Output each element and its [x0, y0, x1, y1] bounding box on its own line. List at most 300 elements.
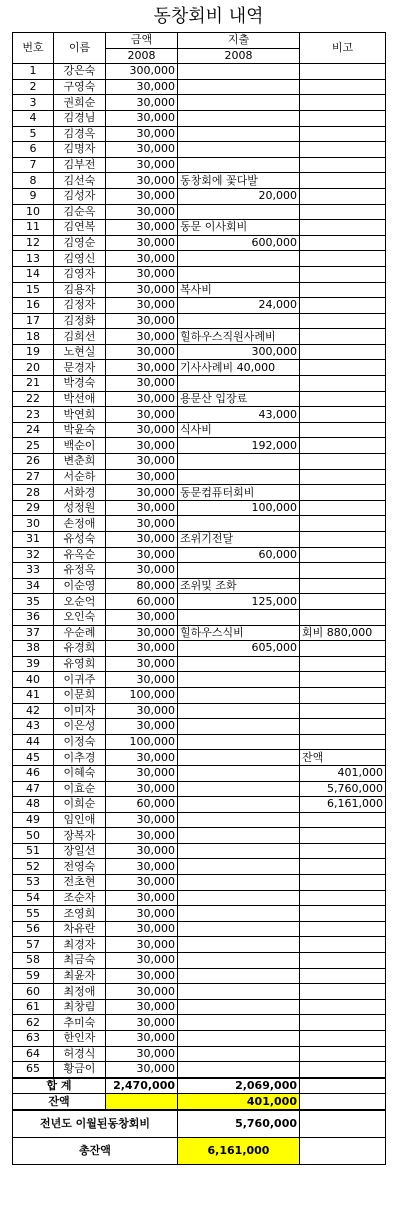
note-cell	[300, 859, 386, 875]
total-label: 합 계	[13, 1078, 106, 1094]
note-cell	[300, 609, 386, 625]
income-amount: 30,000	[106, 204, 178, 220]
member-name: 박윤숙	[54, 422, 106, 438]
member-name: 김정화	[54, 313, 106, 329]
expense-cell	[178, 703, 300, 719]
table-row	[13, 188, 386, 204]
table-row	[13, 454, 386, 470]
table-row	[13, 485, 386, 501]
income-amount: 30,000	[106, 859, 178, 875]
expense-cell	[178, 64, 300, 80]
row-number: 54	[13, 890, 54, 906]
row-number: 16	[13, 298, 54, 314]
member-name: 조영희	[54, 906, 106, 922]
income-amount: 30,000	[106, 142, 178, 158]
row-number: 26	[13, 454, 54, 470]
member-name: 허경식	[54, 1046, 106, 1062]
row-number: 32	[13, 547, 54, 563]
table-row	[13, 1031, 386, 1047]
table-row	[13, 890, 386, 906]
member-name: 장복자	[54, 828, 106, 844]
expense-cell	[178, 95, 300, 111]
member-name: 전영숙	[54, 859, 106, 875]
member-name: 이희순	[54, 797, 106, 813]
note-cell	[300, 454, 386, 470]
balance-label: 잔액	[13, 1094, 106, 1110]
income-amount: 30,000	[106, 781, 178, 797]
note-cell	[300, 594, 386, 610]
expense-amount: 43,000	[258, 407, 297, 421]
income-amount: 30,000	[106, 235, 178, 251]
table-row	[13, 843, 386, 859]
member-name: 유성숙	[54, 532, 106, 548]
expense-cell	[178, 641, 300, 657]
income-amount: 30,000	[106, 843, 178, 859]
income-amount: 30,000	[106, 999, 178, 1015]
table-row	[13, 937, 386, 953]
income-amount: 30,000	[106, 329, 178, 345]
expense-cell	[178, 532, 300, 548]
row-number: 50	[13, 828, 54, 844]
table-row	[13, 875, 386, 891]
income-amount: 30,000	[106, 376, 178, 392]
row-number: 22	[13, 391, 54, 407]
row-number: 56	[13, 921, 54, 937]
note-cell	[300, 719, 386, 735]
balance-row	[13, 1094, 386, 1110]
row-number: 9	[13, 188, 54, 204]
row-number: 1	[13, 64, 54, 80]
note-cell	[300, 937, 386, 953]
member-name: 박연희	[54, 407, 106, 423]
member-name: 김영신	[54, 251, 106, 267]
note-cell	[300, 142, 386, 158]
note-cell	[300, 843, 386, 859]
note-cell	[300, 734, 386, 750]
note-text: 회비 880,000	[302, 625, 373, 639]
expense-cell	[178, 220, 300, 236]
header-income-year: 2008	[106, 48, 178, 64]
table-row	[13, 329, 386, 345]
member-name: 김성자	[54, 188, 106, 204]
carried-value: 5,760,000	[178, 1110, 300, 1138]
income-amount: 30,000	[106, 79, 178, 95]
member-name: 김연복	[54, 220, 106, 236]
income-amount: 30,000	[106, 547, 178, 563]
table-row	[13, 422, 386, 438]
expense-cell	[178, 734, 300, 750]
expense-cell	[178, 797, 300, 813]
income-amount: 30,000	[106, 313, 178, 329]
note-cell	[300, 360, 386, 376]
row-number: 34	[13, 578, 54, 594]
note-text: 잔액	[302, 750, 324, 764]
expense-label: 기사사례비 40,000	[180, 360, 276, 374]
expense-label: 식사비	[180, 423, 212, 437]
note-cell	[300, 828, 386, 844]
expense-cell	[178, 906, 300, 922]
table-row	[13, 360, 386, 376]
row-number: 20	[13, 360, 54, 376]
table-row	[13, 1046, 386, 1062]
note-cell	[300, 890, 386, 906]
expense-label: 힐하우스직원사례비	[180, 329, 276, 343]
income-amount: 30,000	[106, 532, 178, 548]
income-amount: 30,000	[106, 1015, 178, 1031]
expense-cell	[178, 344, 300, 360]
total-income: 2,470,000	[106, 1078, 178, 1094]
table-row	[13, 313, 386, 329]
expense-cell	[178, 298, 300, 314]
expense-cell	[178, 485, 300, 501]
note-cell	[300, 282, 386, 298]
expense-cell	[178, 672, 300, 688]
table-row	[13, 391, 386, 407]
header-num: 번호	[13, 33, 54, 64]
note-cell	[300, 500, 386, 516]
income-amount: 30,000	[106, 641, 178, 657]
row-number: 48	[13, 797, 54, 813]
note-cell	[300, 220, 386, 236]
note-cell	[300, 391, 386, 407]
header-row-top	[13, 33, 386, 49]
expense-cell	[178, 890, 300, 906]
note-cell	[300, 376, 386, 392]
table-row	[13, 204, 386, 220]
expense-cell	[178, 750, 300, 766]
expense-cell	[178, 968, 300, 984]
expense-cell	[178, 859, 300, 875]
note-cell	[300, 64, 386, 80]
header-income: 금액	[106, 33, 178, 49]
table-row	[13, 516, 386, 532]
member-name: 서화경	[54, 485, 106, 501]
member-name: 오순억	[54, 594, 106, 610]
member-name: 최정애	[54, 984, 106, 1000]
income-amount: 30,000	[106, 703, 178, 719]
expense-cell	[178, 812, 300, 828]
table-row	[13, 609, 386, 625]
expense-amount: 20,000	[258, 189, 297, 203]
note-cell	[300, 95, 386, 111]
note-cell	[300, 812, 386, 828]
member-name: 이은성	[54, 719, 106, 735]
expense-label: 힐하우스식비	[180, 625, 244, 639]
table-row	[13, 719, 386, 735]
row-number: 8	[13, 173, 54, 189]
income-amount: 30,000	[106, 812, 178, 828]
expense-amount: 300,000	[251, 345, 297, 359]
note-cell	[300, 532, 386, 548]
note-cell	[300, 968, 386, 984]
income-amount: 60,000	[106, 797, 178, 813]
income-amount: 30,000	[106, 220, 178, 236]
income-amount: 30,000	[106, 422, 178, 438]
row-number: 11	[13, 220, 54, 236]
member-name: 박경숙	[54, 376, 106, 392]
expense-cell	[178, 719, 300, 735]
row-number: 27	[13, 469, 54, 485]
income-amount: 30,000	[106, 344, 178, 360]
header-note: 비고	[300, 33, 386, 64]
table-row	[13, 1062, 386, 1078]
expense-cell	[178, 687, 300, 703]
table-row	[13, 344, 386, 360]
expense-cell	[178, 828, 300, 844]
member-name: 김희선	[54, 329, 106, 345]
table-row	[13, 110, 386, 126]
note-cell	[300, 407, 386, 423]
note-cell	[300, 485, 386, 501]
income-amount: 30,000	[106, 953, 178, 969]
row-number: 18	[13, 329, 54, 345]
member-name: 이효순	[54, 781, 106, 797]
expense-label: 동문컴퓨터회비	[180, 485, 255, 499]
member-name: 황금이	[54, 1062, 106, 1078]
member-name: 유옥순	[54, 547, 106, 563]
expense-cell	[178, 516, 300, 532]
note-cell	[300, 687, 386, 703]
table-row	[13, 999, 386, 1015]
expense-cell	[178, 781, 300, 797]
member-name: 김순옥	[54, 204, 106, 220]
row-number: 43	[13, 719, 54, 735]
member-name: 유경희	[54, 641, 106, 657]
note-cell	[300, 921, 386, 937]
income-amount: 30,000	[106, 516, 178, 532]
member-name: 김경옥	[54, 126, 106, 142]
note-cell	[300, 797, 386, 813]
expense-cell	[178, 875, 300, 891]
table-row	[13, 126, 386, 142]
member-name: 최금숙	[54, 953, 106, 969]
income-amount: 30,000	[106, 110, 178, 126]
table-row	[13, 625, 386, 641]
row-number: 5	[13, 126, 54, 142]
expense-cell	[178, 422, 300, 438]
row-number: 7	[13, 157, 54, 173]
note-value: 5,760,000	[327, 781, 383, 795]
income-amount: 30,000	[106, 485, 178, 501]
row-number: 29	[13, 500, 54, 516]
table-row	[13, 812, 386, 828]
member-name: 이순영	[54, 578, 106, 594]
income-amount: 300,000	[106, 64, 178, 80]
row-number: 65	[13, 1062, 54, 1078]
member-name: 김영자	[54, 266, 106, 282]
table-row	[13, 438, 386, 454]
expense-cell	[178, 391, 300, 407]
note-cell	[300, 953, 386, 969]
note-cell	[300, 298, 386, 314]
income-amount: 30,000	[106, 937, 178, 953]
note-cell	[300, 1031, 386, 1047]
table-row	[13, 921, 386, 937]
grand-total-row	[13, 1137, 386, 1164]
table-row	[13, 173, 386, 189]
member-name: 김정자	[54, 298, 106, 314]
table-row	[13, 578, 386, 594]
member-name: 이혜숙	[54, 765, 106, 781]
note-cell	[300, 516, 386, 532]
expense-amount: 24,000	[258, 298, 297, 312]
expense-label: 조위및 조화	[180, 579, 237, 593]
row-number: 21	[13, 376, 54, 392]
member-name: 이추경	[54, 750, 106, 766]
expense-cell	[178, 469, 300, 485]
income-amount: 30,000	[106, 765, 178, 781]
income-amount: 30,000	[106, 188, 178, 204]
grand-total-value: 6,161,000	[178, 1137, 300, 1164]
table-row	[13, 859, 386, 875]
member-name: 김명자	[54, 142, 106, 158]
note-cell	[300, 656, 386, 672]
note-cell	[300, 204, 386, 220]
row-number: 35	[13, 594, 54, 610]
note-cell	[300, 984, 386, 1000]
note-cell	[300, 344, 386, 360]
expense-cell	[178, 1015, 300, 1031]
expense-cell	[178, 204, 300, 220]
row-number: 3	[13, 95, 54, 111]
expense-cell	[178, 407, 300, 423]
table-row	[13, 906, 386, 922]
row-number: 42	[13, 703, 54, 719]
table-row	[13, 563, 386, 579]
expense-label: 동문 이사회비	[180, 220, 248, 234]
row-number: 23	[13, 407, 54, 423]
income-amount: 30,000	[106, 282, 178, 298]
expense-amount: 125,000	[251, 594, 297, 608]
table-row	[13, 953, 386, 969]
income-amount: 30,000	[106, 563, 178, 579]
member-name: 장일선	[54, 843, 106, 859]
note-cell	[300, 547, 386, 563]
member-name: 최경자	[54, 937, 106, 953]
row-number: 37	[13, 625, 54, 641]
table-row	[13, 220, 386, 236]
total-row	[13, 1078, 386, 1094]
note-cell	[300, 438, 386, 454]
note-cell	[300, 157, 386, 173]
note-cell	[300, 422, 386, 438]
member-name: 박선애	[54, 391, 106, 407]
expense-cell	[178, 765, 300, 781]
note-cell	[300, 875, 386, 891]
table-row	[13, 64, 386, 80]
expense-cell	[178, 157, 300, 173]
expense-cell	[178, 376, 300, 392]
expense-amount: 100,000	[251, 501, 297, 515]
income-amount: 30,000	[106, 906, 178, 922]
expense-amount: 60,000	[258, 547, 297, 561]
expense-amount: 192,000	[251, 438, 297, 452]
expense-cell	[178, 843, 300, 859]
table-row	[13, 781, 386, 797]
expense-cell	[178, 329, 300, 345]
income-amount: 30,000	[106, 173, 178, 189]
expense-cell	[178, 188, 300, 204]
member-name: 조순자	[54, 890, 106, 906]
expense-cell	[178, 1062, 300, 1078]
row-number: 45	[13, 750, 54, 766]
expense-cell	[178, 984, 300, 1000]
row-number: 14	[13, 266, 54, 282]
table-row	[13, 765, 386, 781]
member-name: 이미자	[54, 703, 106, 719]
member-name: 우순례	[54, 625, 106, 641]
table-row	[13, 532, 386, 548]
income-amount: 30,000	[106, 500, 178, 516]
expense-cell	[178, 1046, 300, 1062]
row-number: 13	[13, 251, 54, 267]
expense-label: 조위기전달	[180, 532, 234, 546]
row-number: 2	[13, 79, 54, 95]
carried-note	[300, 1110, 386, 1138]
balance-value: 401,000	[178, 1094, 300, 1110]
row-number: 39	[13, 656, 54, 672]
note-cell	[300, 469, 386, 485]
table-row	[13, 672, 386, 688]
row-number: 61	[13, 999, 54, 1015]
income-amount: 100,000	[106, 734, 178, 750]
carried-row	[13, 1110, 386, 1138]
grand-total-note	[300, 1137, 386, 1164]
row-number: 40	[13, 672, 54, 688]
table-row	[13, 157, 386, 173]
row-number: 36	[13, 609, 54, 625]
expense-cell	[178, 921, 300, 937]
note-cell	[300, 266, 386, 282]
row-number: 62	[13, 1015, 54, 1031]
member-name: 권희순	[54, 95, 106, 111]
income-amount: 30,000	[106, 750, 178, 766]
expense-cell	[178, 454, 300, 470]
note-cell	[300, 578, 386, 594]
row-number: 6	[13, 142, 54, 158]
note-cell	[300, 641, 386, 657]
member-name: 손정애	[54, 516, 106, 532]
note-cell	[300, 703, 386, 719]
member-name: 구영숙	[54, 79, 106, 95]
member-name: 이문희	[54, 687, 106, 703]
row-number: 31	[13, 532, 54, 548]
table-row	[13, 641, 386, 657]
note-cell	[300, 672, 386, 688]
member-name: 유영희	[54, 656, 106, 672]
header-expense-year: 2008	[178, 48, 300, 64]
row-number: 64	[13, 1046, 54, 1062]
income-amount: 30,000	[106, 469, 178, 485]
row-number: 10	[13, 204, 54, 220]
income-amount: 30,000	[106, 298, 178, 314]
income-amount: 60,000	[106, 594, 178, 610]
expense-cell	[178, 126, 300, 142]
member-name: 김부전	[54, 157, 106, 173]
expense-amount: 605,000	[251, 641, 297, 655]
income-amount: 30,000	[106, 890, 178, 906]
row-number: 24	[13, 422, 54, 438]
income-amount: 30,000	[106, 1031, 178, 1047]
expense-cell	[178, 563, 300, 579]
note-cell	[300, 765, 386, 781]
grand-total-label: 총잔액	[13, 1137, 178, 1164]
table-row	[13, 1015, 386, 1031]
total-expense: 2,069,000	[178, 1078, 300, 1094]
expense-cell	[178, 438, 300, 454]
row-number: 12	[13, 235, 54, 251]
income-amount: 30,000	[106, 438, 178, 454]
